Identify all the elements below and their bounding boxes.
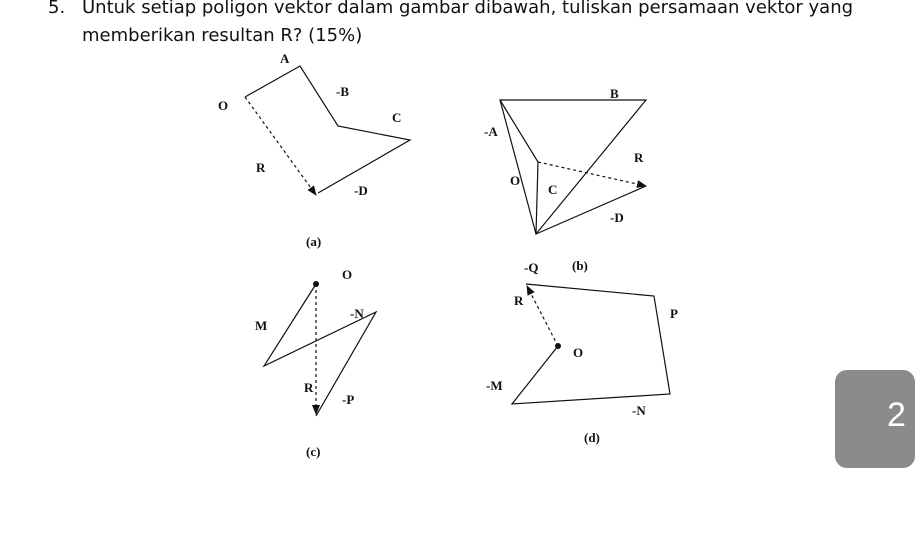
question-number: 5. — [48, 0, 66, 18]
figure-c-label-m: M — [255, 318, 268, 333]
figure-d-label-q: -Q — [524, 260, 539, 275]
figure-d-label-r: R — [514, 293, 524, 308]
figure-c-label-o: O — [342, 267, 353, 282]
side-page-tab-number: 2 — [887, 396, 906, 434]
figure-d-resultant — [527, 286, 558, 346]
figure-b-label-d: -D — [610, 210, 624, 225]
figure-b-caption: (b) — [572, 258, 588, 273]
figure-d-label-n: -N — [632, 403, 646, 418]
figure-a-resultant — [245, 97, 316, 195]
figure-a-label-r: R — [256, 160, 266, 175]
figure-a-label-d: -D — [354, 183, 368, 198]
figure-a-label-a: A — [280, 51, 290, 66]
question-line-2: memberikan resultan R? (15%) — [82, 25, 363, 46]
figure-d-label-m: -M — [486, 378, 503, 393]
figure-c-label-p: -P — [342, 392, 355, 407]
side-page-tab[interactable] — [835, 370, 915, 468]
figure-b-label-a: -A — [484, 124, 498, 139]
figure-b-label-o: O — [510, 173, 521, 188]
figure-d-label-p: P — [670, 306, 678, 321]
figure-d-label-o: O — [573, 345, 584, 360]
figure-d — [486, 260, 678, 445]
figure-b-triangle — [500, 100, 646, 234]
figure-a-label-c: C — [392, 110, 402, 125]
figure-b-label-r: R — [634, 150, 644, 165]
figure-a-label-o: O — [218, 98, 229, 113]
figure-b-label-c: C — [548, 182, 558, 197]
figure-a-caption: (a) — [306, 234, 322, 249]
figure-c-label-n: -N — [350, 306, 364, 321]
figure-b — [484, 86, 646, 273]
figure-c — [255, 267, 376, 459]
figure-c-polygon — [264, 284, 376, 416]
figure-c-caption: (c) — [306, 444, 321, 459]
figure-a — [218, 51, 410, 249]
figure-d-caption: (d) — [584, 430, 600, 445]
figure-a-label-b: -B — [336, 84, 349, 99]
figure-b-label-b: B — [610, 86, 619, 101]
figure-c-label-r: R — [304, 380, 314, 395]
figure-a-polygon — [245, 66, 410, 193]
question-line-1: Untuk setiap poligon vektor dalam gambar dibawah, tuliskan persamaan vektor yang — [82, 0, 854, 18]
